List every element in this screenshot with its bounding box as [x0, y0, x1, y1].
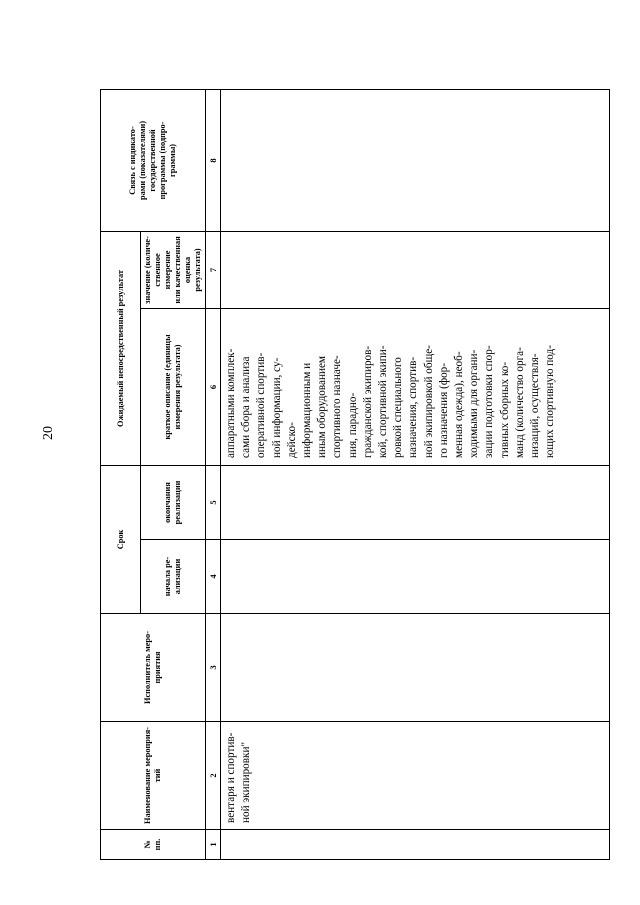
- cell-result-desc: [221, 308, 610, 465]
- cell-result-value: [221, 231, 610, 308]
- cell-num: [221, 830, 610, 860]
- column-number-8: 8: [206, 89, 221, 231]
- cell-name: [221, 722, 610, 830]
- column-number-6: 6: [206, 308, 221, 465]
- column-number-5: 5: [206, 465, 221, 539]
- header-result-value: значение (количе- ственное измерение или качественная оценка результата): [141, 231, 206, 308]
- cell-link: [221, 89, 610, 231]
- cell-term-end: [221, 465, 610, 539]
- header-name: Наименование мероприя- тий: [101, 722, 206, 830]
- header-result: Ожидаемый непосредственный результат: [101, 231, 141, 465]
- cell-result-desc-text: аппаратными комплек- сами сбора и анализа оперативной спортив- ной информации, су- дейско- информационным и иным оборудованием спортивного назначе- ния, парадно- гражданской экипиров- кой, спортивной экипи- ровкой специального назначения, спортив- ной экипировкой обще- го назначения (фор- менная одежда), необ- ходимыми для органи- зации подготовки спор- тивных сборных ко- манд (количество орга- низаций, осуществля- ющих спортивную под-: [225, 345, 557, 458]
- column-number-4: 4: [206, 540, 221, 614]
- header-link: Связь с индикато- рами (показателями) государственной программы (подпро- граммы): [101, 89, 206, 231]
- column-number-3: 3: [206, 614, 221, 722]
- page-number: 20: [41, 426, 56, 440]
- header-term-start: начала ре- ализации: [141, 540, 206, 614]
- cell-executor: [221, 614, 610, 722]
- header-executor: Исполнитель меро- приятия: [101, 614, 206, 722]
- rotated-table-container: [100, 90, 610, 860]
- header-num: № пп.: [101, 830, 206, 860]
- header-result-desc: краткое описание (единицы измерения результата): [141, 308, 206, 465]
- measures-table: [100, 89, 610, 860]
- column-number-1: 1: [206, 830, 221, 860]
- cell-name-text: вентаря и спортив- ной экипировки": [225, 732, 253, 823]
- cell-term-start: [221, 540, 610, 614]
- header-term-end: окончания реализации: [141, 465, 206, 539]
- column-number-2: 2: [206, 722, 221, 830]
- header-term: Срок: [101, 465, 141, 613]
- column-number-7: 7: [206, 231, 221, 308]
- table-row: [221, 89, 610, 859]
